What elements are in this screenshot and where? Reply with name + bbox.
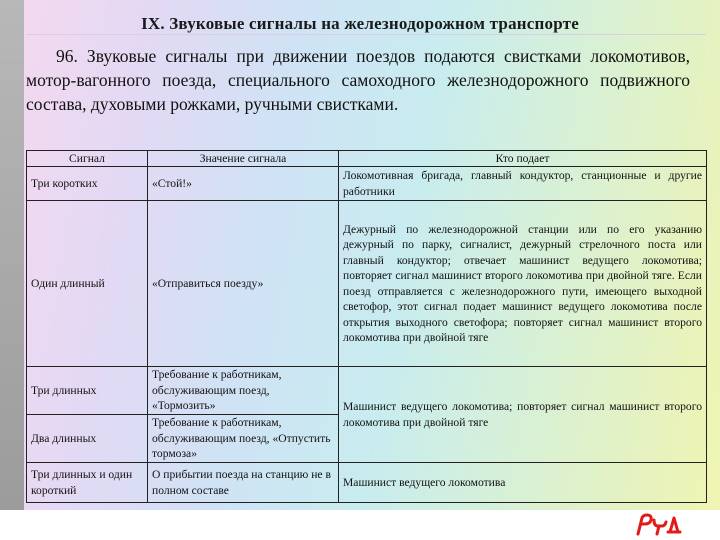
bottom-white-bar [0, 510, 720, 540]
cell-meaning: Требование к работникам, обслуживающим поезд, «Отпустить тормоза» [148, 415, 339, 463]
signals-table [26, 150, 707, 503]
cell-meaning: О прибытии поезда на станцию не в полном составе [148, 463, 339, 503]
table-header-row [27, 151, 707, 167]
table-row [27, 167, 707, 201]
intro-paragraph: 96. Звуковые сигналы при движении поездов подаются свистками локомотивов, мотор-вагонного поезда, специального самоходного железнодорожного подвижного состава, духовыми рожками, ручными свистками. [26, 46, 690, 114]
cell-who: Локомотивная бригада, главный кондуктор, станционные и другие работники [339, 167, 707, 201]
cell-signal: Три коротких [27, 167, 148, 201]
cell-signal: Один длинный [27, 201, 148, 367]
cell-meaning: Требование к работникам, обслуживающим поезд, «Тормозить» [148, 367, 339, 415]
rzd-logo [634, 512, 684, 536]
table-row [27, 463, 707, 503]
cell-signal: Три длинных и один короткий [27, 463, 148, 503]
cell-signal: Два длинных [27, 415, 148, 463]
cell-meaning: «Стой!» [148, 167, 339, 201]
page-title: IX. Звуковые сигналы на железнодорожном транспорте [141, 14, 579, 33]
cell-who: Машинист ведущего локомотива [339, 463, 707, 503]
left-gray-bar [0, 0, 24, 540]
cell-who-shared: Машинист ведущего локомотива; повторяет сигнал машинист второго локомотива при двойной тяге [339, 367, 707, 463]
title-divider [26, 34, 706, 35]
header-who: Кто подает [339, 151, 707, 167]
cell-signal: Три длинных [27, 367, 148, 415]
table-row [27, 367, 707, 415]
table-row [27, 201, 707, 367]
cell-who: Дежурный по железнодорожной станции или по его указанию дежурный по парку, сигналист, дежурный стрелочного поста или главный кондуктор; отвечает машинист ведущего локомотива; повторяет сигнал машинист второго локомотива при двойной тяге. Если поезд отправляется с железнодорожного пути, имеющего выходной светофор, этот сигнал подает машинист ведущего локомотива после открытия выходного светофора; повторяет сигнал машинист второго локомотива при двойной тяге [339, 201, 707, 367]
header-meaning: Значение сигнала [148, 151, 339, 167]
cell-meaning: «Отправиться поезду» [148, 201, 339, 367]
header-signal: Сигнал [27, 151, 148, 167]
